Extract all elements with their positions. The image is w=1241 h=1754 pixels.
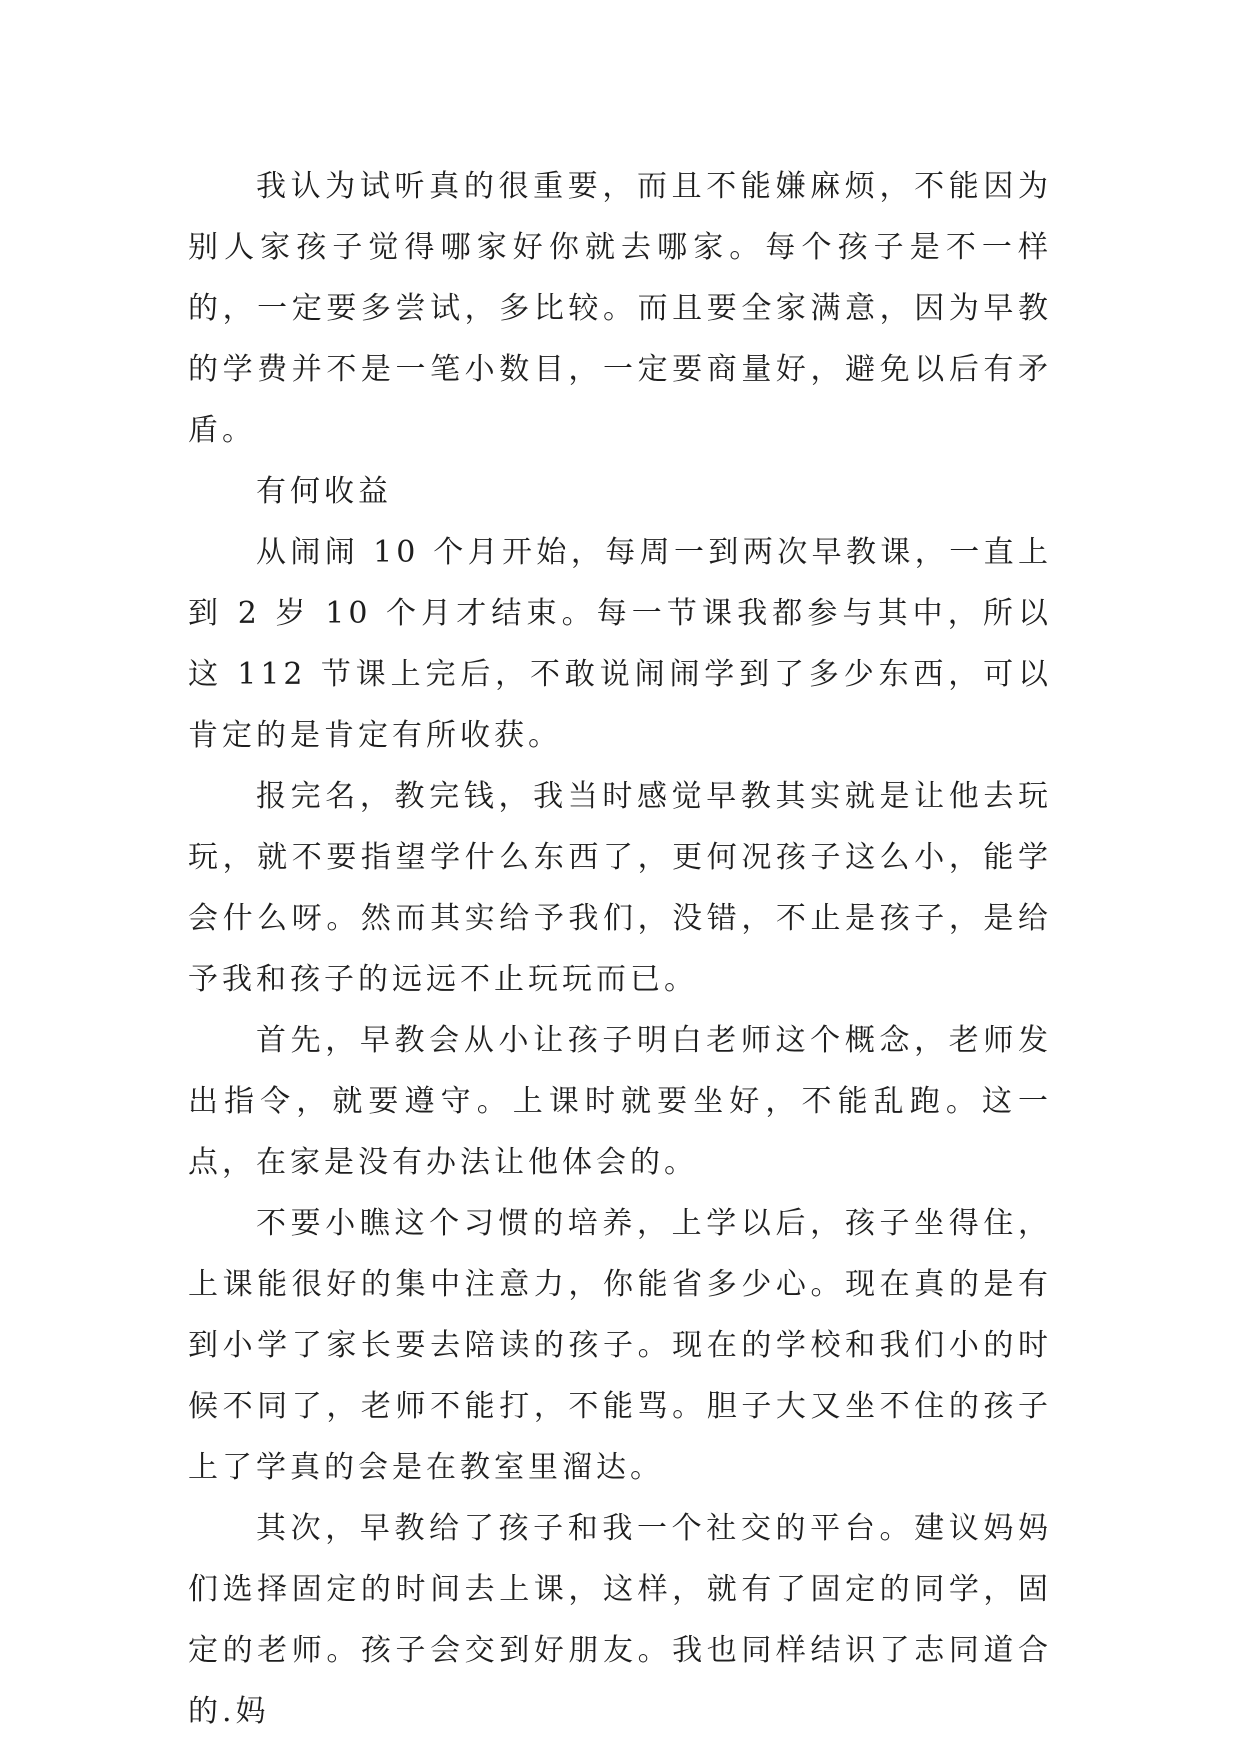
- paragraph-expectations: 报完名，教完钱，我当时感觉早教其实就是让他去玩玩，就不要指望学什么东西了，更何况孩子这么小，能学会什么呀。然而其实给予我们，没错，不止是孩子，是给予我和孩子的远远不止玩玩而已。: [188, 779, 1052, 997]
- paragraph-social-platform: 其次，早教给了孩子和我一个社交的平台。建议妈妈们选择固定的时间去上课，这样，就有了固定的同学，固定的老师。孩子会交到好朋友。我也同样结识了志同道合的.妈: [188, 1511, 1052, 1729]
- paragraph-trial-class: 我认为试听真的很重要，而且不能嫌麻烦，不能因为别人家孩子觉得哪家好你就去哪家。每个孩子是不一样的，一定要多尝试，多比较。而且要全家满意，因为早教的学费并不是一笔小数目，一定要商量好，避免以后有矛盾。: [188, 169, 1052, 448]
- paragraph-habit-building: 不要小瞧这个习惯的培养，上学以后，孩子坐得住，上课能很好的集中注意力，你能省多少心。现在真的是有到小学了家长要去陪读的孩子。现在的学校和我们小的时候不同了，老师不能打，不能骂。胆子大又坐不住的孩子上了学真的会是在教室里溜达。: [188, 1206, 1052, 1485]
- paragraph-course-duration: 从闹闹 10 个月开始，每周一到两次早教课，一直上到 2 岁 10 个月才结束。每一节课我都参与其中，所以这 112 节课上完后，不敢说闹闹学到了多少东西，可以肯定的是肯定有所收获。: [188, 535, 1052, 753]
- document-page: [188, 156, 1052, 1742]
- section-heading-benefits: 有何收益: [256, 474, 392, 509]
- paragraph-teacher-concept: 首先，早教会从小让孩子明白老师这个概念，老师发出指令，就要遵守。上课时就要坐好，不能乱跑。这一点，在家是没有办法让他体会的。: [188, 1023, 1052, 1180]
